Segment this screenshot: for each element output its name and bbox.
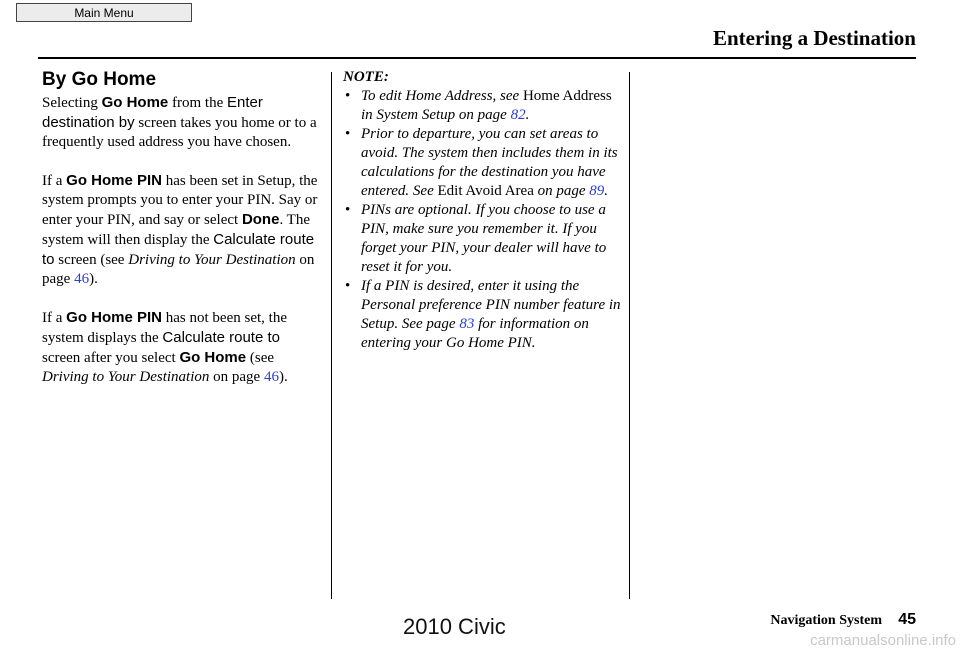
ui-go-home-pin: Go Home PIN	[66, 172, 163, 189]
page-title: Entering a Destination	[712, 26, 916, 50]
ui-calculate-route-to: Calculate route to	[42, 231, 315, 268]
ui-enter-destination-by: Enter destination by	[42, 94, 263, 131]
header-divider	[38, 57, 916, 59]
column-divider-left	[331, 72, 332, 599]
ui-calculate-route-to: Calculate route to	[162, 329, 280, 346]
note-label: NOTE:	[343, 69, 389, 85]
section-heading: By Go Home	[42, 69, 157, 90]
page-link-83[interactable]: 83	[459, 316, 475, 332]
note-item: • PINs are optional. If you choose to use a PIN, make sure you remember it. If you forget your PIN, your dealer will have to reset it for you.	[343, 201, 623, 277]
main-menu-button[interactable]: Main Menu	[16, 3, 192, 22]
right-column	[343, 68, 623, 353]
ref-driving-to-destination: Driving to Your Destination	[42, 369, 210, 385]
column-divider-right	[629, 72, 630, 599]
page-number: 45	[898, 611, 916, 628]
footer-section-title: Navigation System	[770, 613, 882, 628]
page-link-46[interactable]: 46	[74, 271, 90, 287]
ref-driving-to-destination: Driving to Your Destination	[128, 252, 296, 268]
note-list	[343, 87, 623, 353]
ui-go-home-pin: Go Home PIN	[66, 309, 163, 326]
left-column	[42, 68, 322, 406]
ui-go-home: Go Home	[179, 349, 247, 366]
paragraph-pin-set: If a Go Home PIN has been set in Setup, the system prompts you to enter your PIN. Say or enter your PIN, and say or select Done. The system will then display the Calculate route to screen (see Driving to Your Destination on page 46).	[42, 172, 318, 287]
paragraph-intro: Selecting Go Home from the Enter destination by screen takes you home or to a frequently used address you have chosen.	[42, 94, 317, 150]
note-item: • Prior to departure, you can set areas to avoid. The system then includes them in its calculations for the destination you have entered. See Edit Avoid Area on page 89.	[343, 125, 623, 201]
page-link-82[interactable]: 82	[510, 107, 526, 123]
model-label: 2010 Civic	[403, 614, 506, 639]
page-link-89[interactable]: 89	[589, 183, 605, 199]
ui-done: Done	[241, 211, 280, 228]
page-link-46[interactable]: 46	[263, 369, 279, 385]
note-item: • If a PIN is desired, enter it using the Personal preference PIN number feature in Setup. See page 83 for information on entering your Go Home PIN.	[343, 277, 623, 353]
ui-go-home: Go Home	[101, 94, 169, 111]
paragraph-pin-not-set: If a Go Home PIN has not been set, the system displays the Calculate route to screen after you select Go Home (see Driving to Your Destination on page 46).	[42, 309, 288, 385]
note-item: • To edit Home Address, see Home Address in System Setup on page 82.	[343, 87, 623, 125]
watermark: carmanualsonline.info	[810, 632, 956, 649]
